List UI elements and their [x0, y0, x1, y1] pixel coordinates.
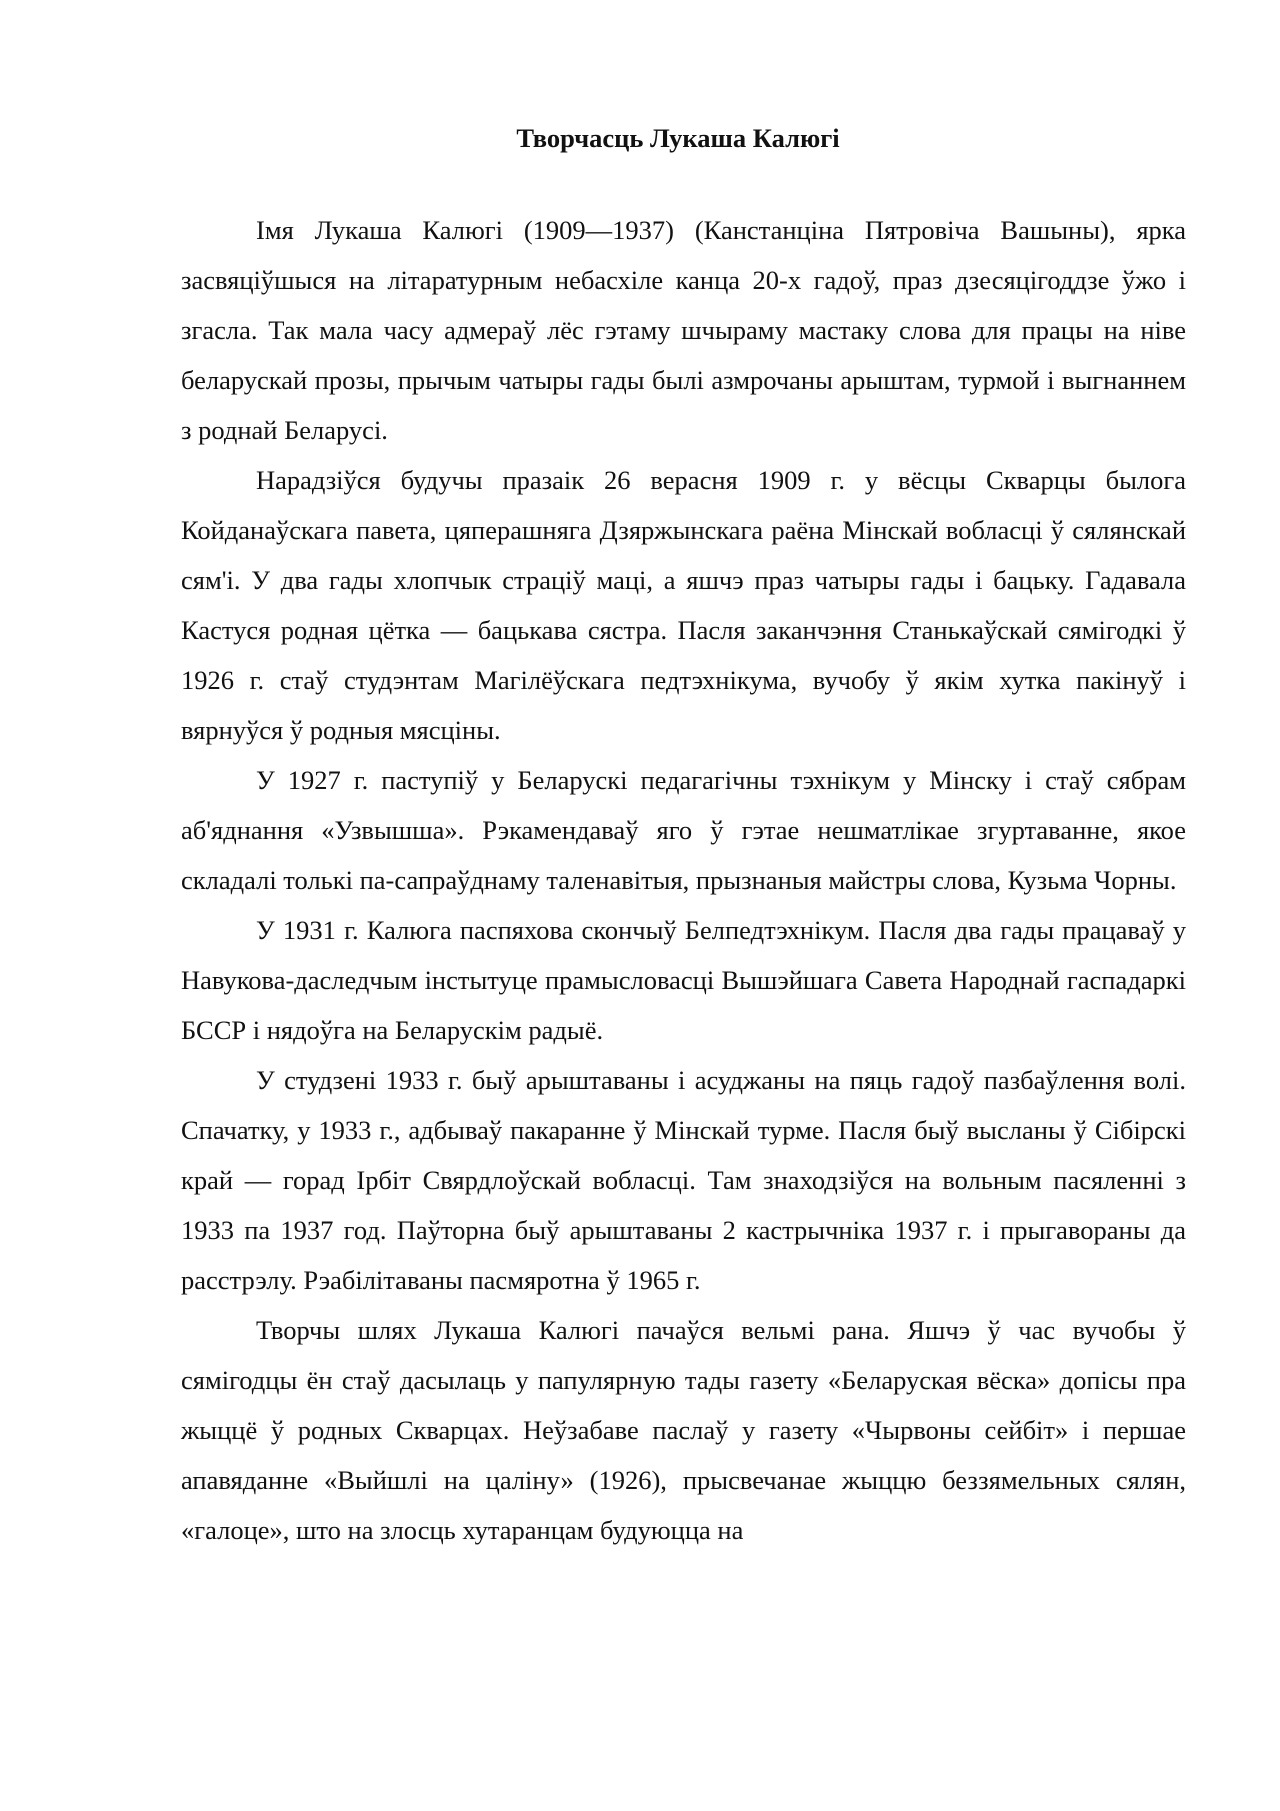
- paragraph-1: Імя Лукаша Калюгі (1909—1937) (Канстанціна Пятровіча Вашыны), ярка засвяціўшыся на літаратурным небасхіле канца 20-х гадоў, праз дзесяцігоддзе ўжо і згасла. Так мала часу адмераў лёс гэтаму шчыраму мастаку слова для працы на ніве беларускай прозы, прычым чатыры гады былі азмрочаны арыштам, турмой і выгнаннем з роднай Беларусі.: [181, 215, 1186, 445]
- paragraph-3: У 1927 г. паступіў у Беларускі педагагічны тэхнікум у Мінску і стаў сябрам аб'яднання «Узвышша». Рэкамендаваў яго ў гэтае нешматлікае згуртаванне, якое складалі толькі па-сапраўднаму таленавітыя, прызнаныя майстры слова, Кузьма Чорны.: [181, 765, 1186, 895]
- document-body: [181, 205, 1186, 1555]
- paragraph-5: У студзені 1933 г. быў арыштаваны і асуджаны на пяць гадоў пазбаўлення волі. Спачатку, у 1933 г., адбываў пакаранне ў Мінскай турме. Пасля быў высланы ў Сібірскі край — горад Ірбіт Свярдлоўскай вобласці. Там знаходзіўся на вольным пасяленні з 1933 па 1937 год. Паўторна быў арыштаваны 2 кастрычніка 1937 г. і прыгавораны да расстрэлу. Рэабілітаваны пасмяротна ў 1965 г.: [181, 1065, 1186, 1295]
- page-title: Творчасць Лукаша Калюгі: [516, 123, 840, 153]
- paragraph-6: Творчы шлях Лукаша Калюгі пачаўся вельмі рана. Яшчэ ў час вучобы ў сямігодцы ён стаў дасылаць у папулярную тады газету «Беларуская вёска» допісы пра жыццё ў родных Скварцах. Неўзабаве паслаў у газету «Чырвоны сейбіт» і першае апавяданне «Выйшлі на цаліну» (1926), прысвечанае жыццю беззямельных сялян, «галоце», што на злосць хутаранцам будуюцца на: [181, 1315, 1186, 1545]
- paragraph-2: Нарадзіўся будучы празаік 26 верасня 1909 г. у вёсцы Скварцы былога Койданаўскага павета, цяперашняга Дзяржынскага раёна Мінскай вобласці ў сялянскай сям'і. У два гады хлопчык страціў маці, а яшчэ праз чатыры гады і бацьку. Гадавала Кастуся родная цётка — бацькава сястра. Пасля заканчэння Станькаўскай сямігодкі ў 1926 г. стаў студэнтам Магілёўскага педтэхнікума, вучобу ў якім хутка пакінуў і вярнуўся ў родныя мясціны.: [181, 465, 1186, 745]
- paragraph-4: У 1931 г. Калюга паспяхова скончыў Белпедтэхнікум. Пасля два гады працаваў у Навукова-даследчым інстытуце прамысловасці Вышэйшага Савета Народнай гаспадаркі БССР і нядоўга на Беларускім радыё.: [181, 915, 1186, 1045]
